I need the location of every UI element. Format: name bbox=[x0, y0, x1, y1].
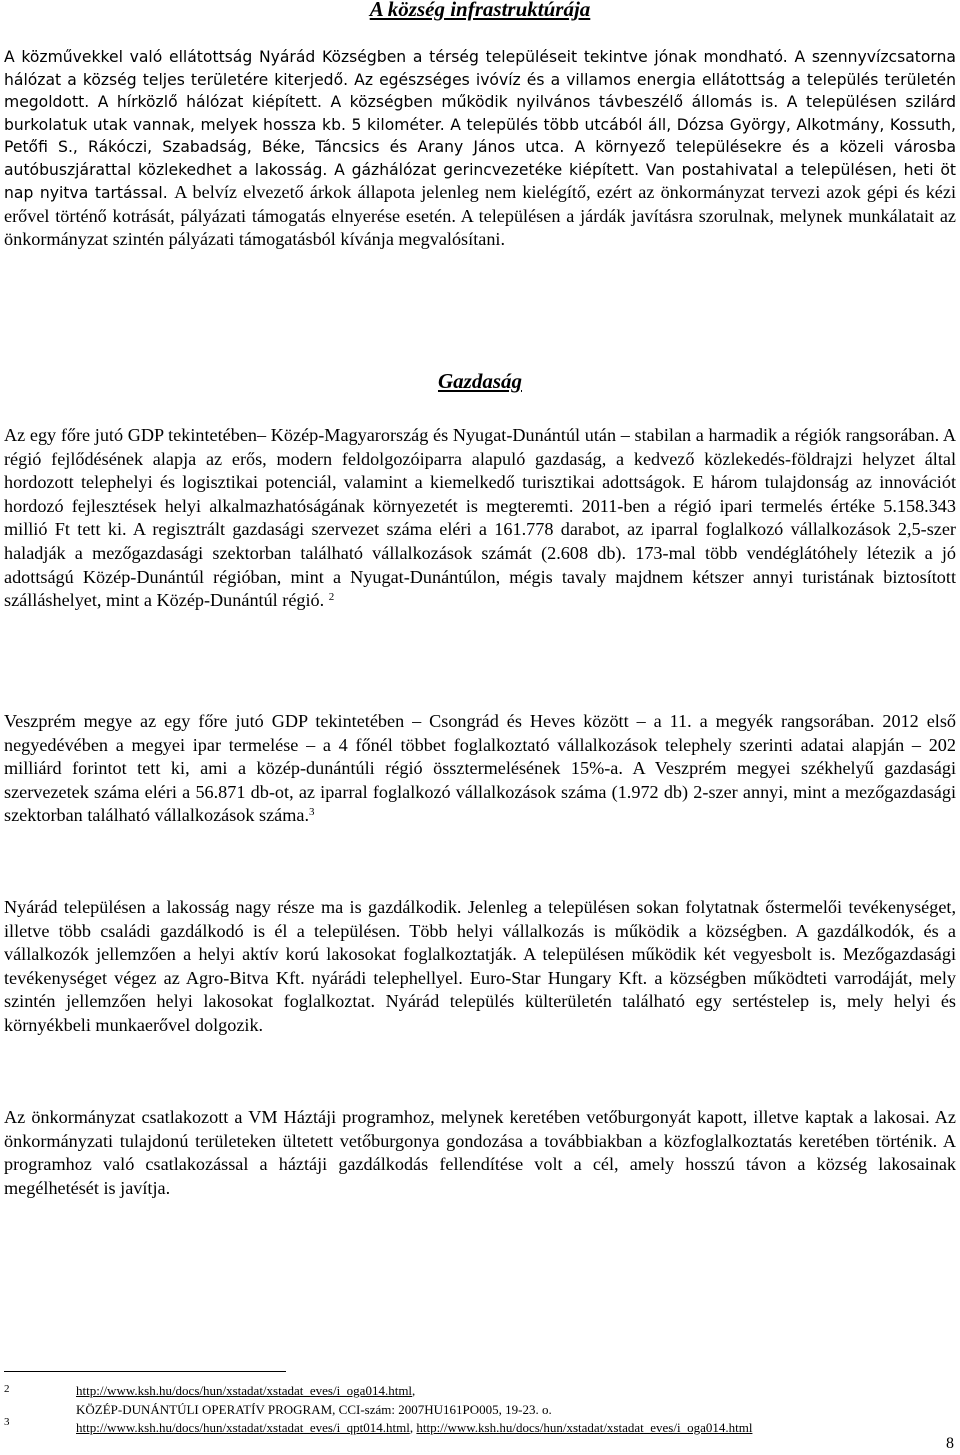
footnote-2-line-1 bbox=[76, 1383, 415, 1398]
footnote-3-separator: , bbox=[409, 1420, 417, 1435]
economy-paragraph-3: Nyárád településen a lakosság nagy része ma is gazdálkodik. Jelenleg a településen sokan folytatnak őstermelői tevékenységet, illetve több családi gazdálkodó is él a településen. Több helyi vállalkozás is működik a községben. A gazdálkodók, és a vállalkozók jellemzően a helyi aktív korú lakosokat foglalkoztatják. A településen működik két vegyesbolt is. Mezőgazdasági tevékenységet végez az Agro-Bitva Kft. nyárádi telephellyel. Euro-Star Hungary Kft. a községben működteti varrodáját, mely szintén jellemzően helyi lakosokat foglalkoztat. Nyárád település külterületén található egy sertéstelep is, mely helyi és környékbeli munkaerővel dolgozik. bbox=[4, 897, 956, 1035]
infrastructure-text-serif: A belvíz elvezető árkok állapota jelenleg nem kielégítő, ezért az önkormányzat tervezi azok gépi és kézi erővel történő kotrását, pályázati támogatás elnyerése esetén. A településen a járdák javításra szorulnak, melynek munkálatait az önkormányzat szintén pályázati támogatásból kívánja megvalósítani. bbox=[4, 182, 956, 250]
footnote-ref-2[interactable]: 2 bbox=[328, 591, 335, 604]
economy-paragraph-1 bbox=[4, 424, 956, 613]
infrastructure-text-sans: A közművekkel való ellátottság Nyárád Községben a térség településeit tekintve jónak mondható. A szennyvízcsatorna hálózat a község teljes területére kiterjedő. Az egészséges ivóvíz és a villamos energia ellátottság a település területén megoldott. A hírközlő hálózat kiépített. A községben működik nyilvános távbeszélő állomás is. A településen szilárd burkolatuk utak vannak, melyek hossza kb. 5 kilométer. A település több utcából áll, Dózsa György, Alkotmány, Kossuth, Petőfi S., Rákóczi, Szabadság, Béke, Táncsics és Arany János utca. A környező településekre és a közeli városba autóbuszjárattal közlekedhet a lakosság. A gázhálózat gerincvezetéke kiépített. Van postahivatal a településen, heti öt nap nyitva tartással. bbox=[4, 48, 956, 203]
footnote-3-line bbox=[76, 1420, 752, 1435]
footnote-3-link-1[interactable]: http://www.ksh.hu/docs/hun/xstadat/xstadat_eves/i_qpt014.html bbox=[76, 1420, 410, 1435]
footnote-3-number: 3 bbox=[4, 1416, 10, 1428]
section-title-economy: Gazdaság bbox=[437, 369, 522, 393]
economy-paragraph-1-text: Az egy főre jutó GDP tekintetében– Közép-Magyarország és Nyugat-Dunántúl után – stabilan a harmadik a régiók rangsorában. A régió fejlődésének alapja az erős, modern feldolgozóiparra alapuló gazdaság, a kedvező közlekedés-földrajzi helyzet által hordozott telephelyi és logisztikai potenciál, valamint a kiemelkedő turisztikai adottságok. E három tulajdonság az innovációt hordozó fejlesztések helyi alkalmazhatóságának környezetét is megteremti. 2011-ben a régió ipari termelés értéke 5.158.343 millió Ft tett ki. A regisztrált gazdasági szervezet száma eléri a 161.778 darabot, az iparral foglalkozó vállalkozások 2,5-szer haladják a mezőgazdasági szektorban található vállalkozások számát (2.608 db). 173-mal több vendéglátóhely létezik a jó adottságú Közép-Dunántúl régióban, mint a Nyugat-Dunántúlon, mégis tavaly majdnem kétszer annyi turistának biztosított szálláshelyet, mint a Közép-Dunántúl régió. bbox=[4, 425, 956, 611]
economy-paragraph-4: Az önkormányzat csatlakozott a VM Háztáji programhoz, melynek keretében vetőburgonyát kapott, illetve kaptak a lakosai. Az önkormányzati tulajdonú területeken ültetett vetőburgonya gondozása a továbbiakban a közfoglalkoztatás keretében történik. A programhoz való csatlakozással a háztáji gazdálkodás fellendítése volt a cél, amely hosszú távon a község lakosainak megélhetését is javítja. bbox=[4, 1107, 956, 1198]
infrastructure-paragraph bbox=[4, 46, 956, 252]
footnote-2-line-2: KÖZÉP-DUNÁNTÚLI OPERATÍV PROGRAM, CCI-szám: 2007HU161PO005, 19-23. o. bbox=[76, 1402, 552, 1417]
economy-paragraph-2-text: Veszprém megye az egy főre jutó GDP tekintetében – Csongrád és Heves között – a 11. a megyék rangsorában. 2012 első negyedévében a megyei ipar termelése – a 4 főnél többet foglalkoztató vállalkozások telephely szerinti adatai alapján – 202 milliárd forintot tett ki, ami a közép-dunántúli régió össztermelésének 15%-a. A Veszprém megyei székhelyű gazdasági szervezetek száma eléri a 56.871 db-ot, az iparral foglalkozó vállalkozások száma (1.972 db) 2-szer annyi, mint a mezőgazdasági szektorban található vállalkozások száma. bbox=[4, 711, 956, 826]
section-title-infrastructure: A község infrastruktúrája bbox=[369, 0, 591, 21]
footnote-separator bbox=[4, 1371, 286, 1372]
footnote-2-link[interactable]: http://www.ksh.hu/docs/hun/xstadat/xstadat_eves/i_oga014.html bbox=[76, 1383, 413, 1398]
footnote-3-link-2[interactable]: http://www.ksh.hu/docs/hun/xstadat/xstadat_eves/i_oga014.html bbox=[416, 1420, 753, 1435]
footnote-ref-3[interactable]: 3 bbox=[309, 806, 315, 819]
footnote-2-number: 2 bbox=[4, 1383, 10, 1395]
footnote-2-suffix: , bbox=[412, 1383, 416, 1398]
page-number: 8 bbox=[946, 1435, 954, 1452]
economy-paragraph-2 bbox=[4, 710, 956, 828]
